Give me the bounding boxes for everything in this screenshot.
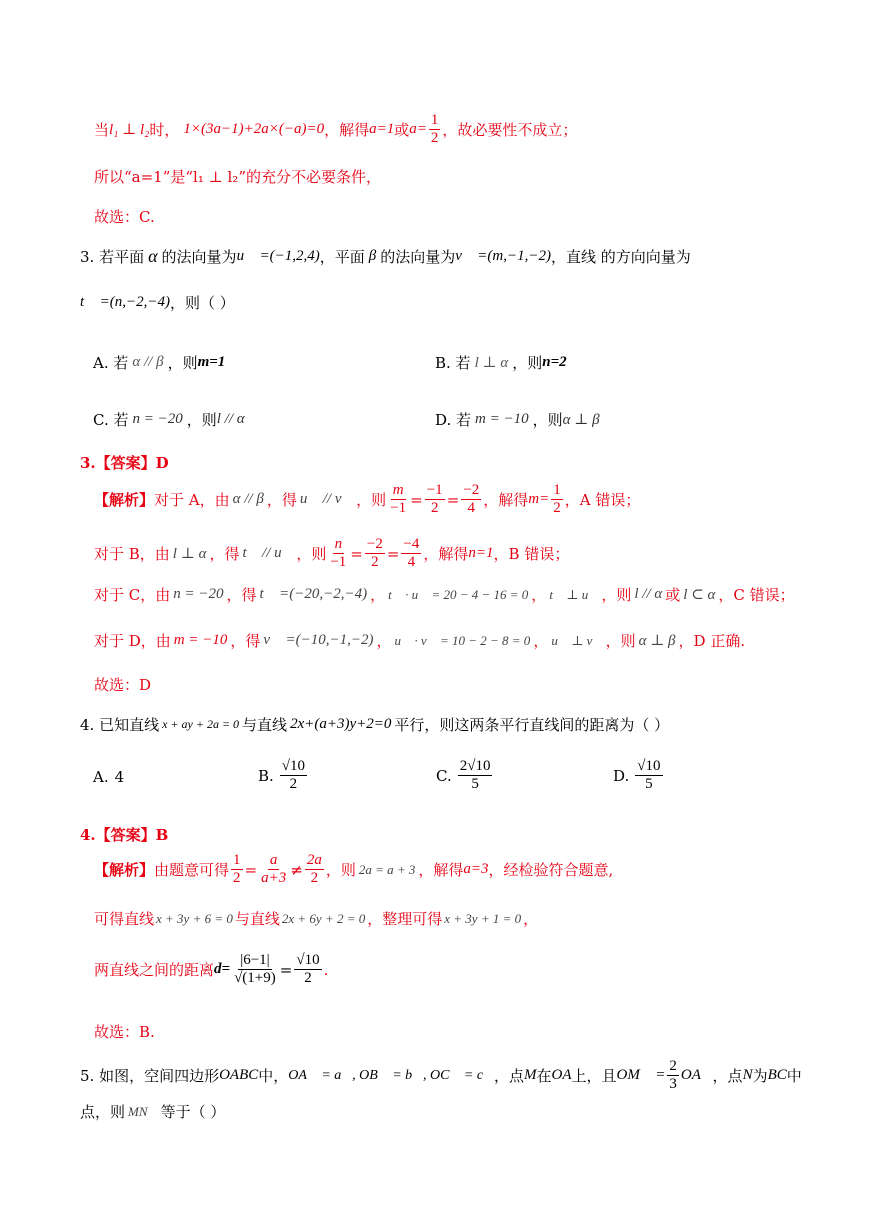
fraction: $\frac{1}{2}$ bbox=[553, 482, 561, 517]
formula: t⃗ =(n,−2,−4) bbox=[80, 294, 170, 310]
q5-stem-line2: 点，则 MN⃗ 等于（ ） bbox=[80, 1103, 226, 1121]
text: 3. 若平面 bbox=[80, 248, 145, 266]
text: ，直线 的方向向量为 bbox=[551, 248, 691, 266]
q4-option-d: D. $\frac{√10}{5}$ bbox=[613, 758, 661, 793]
q4-option-a: A. 4 bbox=[93, 768, 125, 786]
formula: l₁ ⊥ l₂ bbox=[109, 122, 150, 139]
text: ，平面 bbox=[319, 248, 365, 266]
q3-answer: 3.【答案】D bbox=[80, 454, 169, 472]
text: ，则（ ） bbox=[169, 294, 235, 312]
q4-explanation-line2: 可得直线 x + 3y + 6 = 0 与直线 2x + 6y + 2 = 0 ，整理可得 x + 3y + 1 = 0 ， bbox=[94, 910, 539, 928]
text: 的法向量为 bbox=[161, 248, 237, 266]
formula: 1×(3a−1)+2a×(−a)=0 bbox=[183, 121, 325, 138]
text: 的法向量为 bbox=[380, 248, 456, 266]
q3-option-b: B. 若 l ⊥ α ，则 n=2 bbox=[435, 354, 567, 372]
fraction: $\frac{-2}{2}$ bbox=[366, 536, 383, 571]
q3-option-c: C. 若 n = −20 ，则 l // α bbox=[93, 411, 245, 429]
q4-answer: 4.【答案】B bbox=[80, 826, 169, 844]
fraction: $\frac{-4}{4}$ bbox=[403, 536, 420, 571]
q3-explanation-d: 对于 D，由 m = −10 ，得 v⃗ =(−10,−1,−2) ， u⃗ · v⃗ = 10 − 2 − 8 = 0 ， u⃗ ⊥ v⃗ ，则 α ⊥ β ，D 正确. bbox=[94, 632, 746, 650]
fraction: $\frac{-2}{4}$ bbox=[463, 482, 480, 517]
fraction: $\frac{1}{2}$ bbox=[430, 112, 439, 147]
q3-explanation-b: 对于 B，由 l ⊥ α ，得 t⃗ // u⃗ ，则 $\frac{n}{-1}$ = $\frac{-2}{2}$ = $\frac{-4}{4}$ ，解得 n=1 ，B 错误； bbox=[94, 536, 570, 571]
q4-option-c: C. $\frac{2√10}{5}$ bbox=[436, 758, 491, 793]
formula: a=1 bbox=[369, 121, 395, 138]
q4-stem: 4. 已知直线 x + ay + 2a = 0 与直线 2x+(a+3)y+2=0 平行，则这两条平行直线间的距离为（ ） bbox=[80, 716, 670, 734]
text: 或 bbox=[394, 121, 410, 140]
q3-stem-line1 bbox=[80, 246, 691, 267]
q3-option-d: D. 若 m = −10 ，则 α ⊥ β bbox=[435, 411, 600, 429]
formula: a= bbox=[409, 121, 427, 138]
q5-stem-line1: 5. 如图，空间四边形 OABC 中， OA⃗ = a⃗, OB⃗ = b⃗, OC⃗ = c⃗ ，点 M 在 OA 上，且 OM⃗ = $\frac{2}{3}$ OA⃗ ，点 N 为 BC 中 bbox=[80, 1058, 802, 1093]
formula: u⃗ =(−1,2,4) bbox=[236, 248, 320, 264]
symbol: α bbox=[148, 246, 158, 266]
text: 时， bbox=[149, 121, 180, 140]
q4-choose: 故选：B. bbox=[94, 1023, 155, 1041]
symbol: β bbox=[368, 248, 377, 264]
text: ，故必要性不成立； bbox=[442, 121, 578, 140]
q2-choose: 故选：C. bbox=[94, 208, 155, 226]
q4-explanation-line1: 【解析】 由题意可得 $\frac{1}{2}$ = $\frac{a}{a+3}$ ≠ $\frac{2a}{2}$ ，则 2a = a + 3 ，解得 a=3 ，经检验符合题意, bbox=[94, 852, 614, 887]
q3-choose: 故选：D bbox=[94, 676, 152, 694]
q4-explanation-line3: 两直线之间的距离 d= $\frac{|6-1|}{√(1+9)}$ = $\frac{√10}{2}$ . bbox=[94, 952, 329, 987]
q3-explanation-c: 对于 C，由 n = −20 ，得 t⃗ =(−20,−2,−4) ， t⃗ · u⃗ = 20 − 4 − 16 = 0 ， t⃗ ⊥ u⃗ ，则 l // α 或 l ⊂ α ，C 错误； bbox=[94, 586, 795, 604]
q3-stem-line2 bbox=[80, 292, 235, 313]
text: ，解得 bbox=[324, 121, 370, 140]
fraction: $\frac{-1}{2}$ bbox=[426, 482, 443, 517]
fraction: $\frac{n}{-1}$ bbox=[330, 536, 347, 571]
q2-conclusion-line2: 所以“a=1”是“l₁ ⊥ l₂”的充分不必要条件， bbox=[94, 168, 381, 186]
formula: v⃗ =(m,−1,−2) bbox=[455, 248, 551, 264]
text: 当 bbox=[94, 121, 110, 140]
q3-option-a: A. 若 α // β ，则 m=1 bbox=[93, 354, 226, 372]
fraction: $\frac{m}{-1}$ bbox=[390, 482, 407, 517]
q3-explanation-a: 【解析】 对于 A，由 α // β ，得 u⃗ // v⃗ ，则 $\frac{m}{-1}$ = $\frac{-1}{2}$ = $\frac{-2}{4}$ ，解得 m= $\frac{1}{2}$ ，A 错误； bbox=[94, 482, 641, 517]
q2-conclusion-line1 bbox=[94, 112, 577, 148]
q4-option-b: B. $\frac{√10}{2}$ bbox=[258, 758, 306, 793]
